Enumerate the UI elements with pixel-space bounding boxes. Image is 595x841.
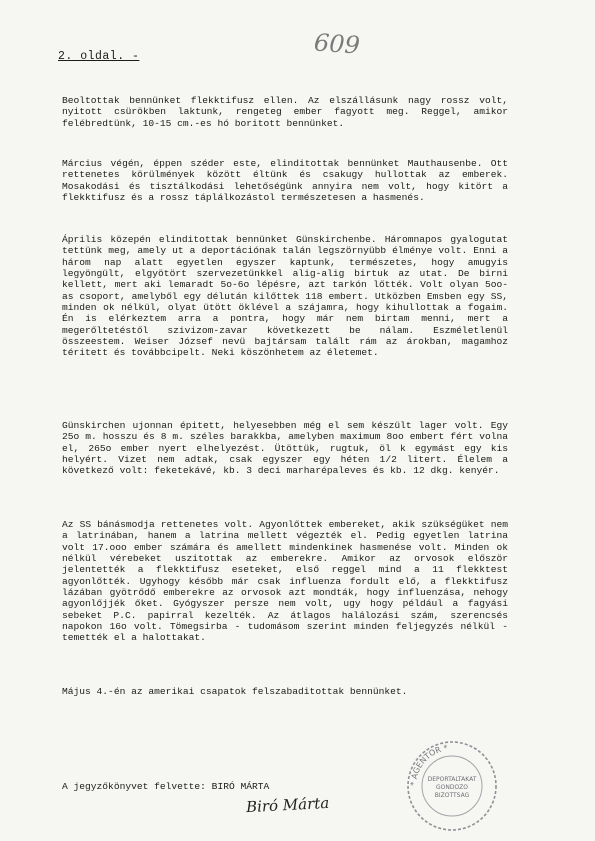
paragraph-4: Günskirchen ujonnan épitett, helyesebben még el sem készült lager volt. Egy 25o m. hosszu és 8 m. széles barakkba, amelyben maximum 8oo embert fért volna el, 265o ember nyert elhelyezést. Ütöttük, rugtuk, öl k egymást egy kis helyért. Vizet nem adtak, csak egyszer egy héten 1/2 litert. Élelem a következő volt: feketekávé, kb. 3 deci marharépaleves és kb. 12 dkg. kenyér. [62,420,508,477]
handwritten-page-number: 609 [313,28,361,60]
stamp-inner-line-3: BIZOTTSÁG [434,792,470,799]
page-number-label: 2. oldal. - [58,50,140,63]
paragraph-3: Április közepén elinditottak bennünket Günskirchenbe. Háromnapos gyalogutat tettünk meg, amely ut a deportációnak talán legszörnyübb élménye volt. Enni a három nap alatt egyetlen egyszer kaptunk, természetes, hogy amugyis legyöngült, elgyötört szervezetünkkel alig-alig birtuk az utat. De birni kellett, mert aki lemaradt 5o-6o lépésre, azt tarkón lőtték. Volt olyan 5oo-as csoport, amelyből egy délután kilőttek 118 embert. Utközben Emsben egy SS, minden ok nélkül, olyat ütött öklével a szájamra, hogy kihullottak a fogaim. Én is elérkeztem arra a pontra, hogy már nem birtam menni, mert a megerőltetéstől szivizom-zavar következett be nálam. Eszméletlenül összeestem. Weiser József nevü bajtársam talált rám az árokban, magamhoz téritett és továbbcipelt. Neki köszönhetem az életemet. [62,234,508,359]
stamp-inner-line-2: GONDOZÓ [435,784,469,791]
stamp-inner-line-1: DEPORTÁLTAKAT [427,776,477,783]
closing-line: Május 4.-én az amerikai csapatok felszabaditottak bennünket. [62,686,408,697]
handwritten-signature: Biró Márta [245,793,330,817]
stamp-ring-text: * AGENTOR * [408,743,449,787]
paragraph-5: Az SS bánásmodja rettenetes volt. Agyonlőttek embereket, akik szükségüket nem a latrinában, hanem a latrina mellett végezték el. Pedig egyetlen latrina volt 17.ooo ember számára és amellett mindenkinek hasmenése volt. Minden ok nélkül vérebeket uszitottak az emberekre. Amikor az orvosok először jelentették a flekktifusz eseteket, első reggel mind a 11 flekktest agyonlőtték. Ugyhogy később már csak influenza fordult elő, a flekktifusz lázában gyötrődő emberekre az orvosok azt mondták, hogy influenzása, nehogy agyonlőjjék őket. Gyógyszer persze nem volt, ugy hogy például a fagyási sebeket P.C. papirral kezelték. Az átlagos halálozási szám, szerencsés napokon 16o volt. Tömegsirba - tudomásom szerint minden feljegyzés nélkül - temették el a halottakat. [62,519,508,644]
recorder-line: A jegyzőkönyvet felvette: BIRÓ MÁRTA [62,781,270,792]
official-stamp [402,736,502,836]
paragraph-2: Március végén, éppen széder este, elinditottak bennünket Mauthausenbe. Ott rettenetes körülmények között éltünk és csakugy hullottak az emberek. Mosakodási és tisztálkodási lehetőségünk annyira nem volt, hogy kitört a flekktifusz és a rossz táplálkozástol természetesen a hasmenés. [62,158,508,204]
paragraph-1: Beoltottak bennünket flekktifusz ellen. Az elszállásunk nagy rossz volt, nyitott csürökben laktunk, rengeteg ember fagyott meg. Reggel, amikor felébredtünk, 10-15 cm.-es hó boritott bennünket. [62,95,508,129]
